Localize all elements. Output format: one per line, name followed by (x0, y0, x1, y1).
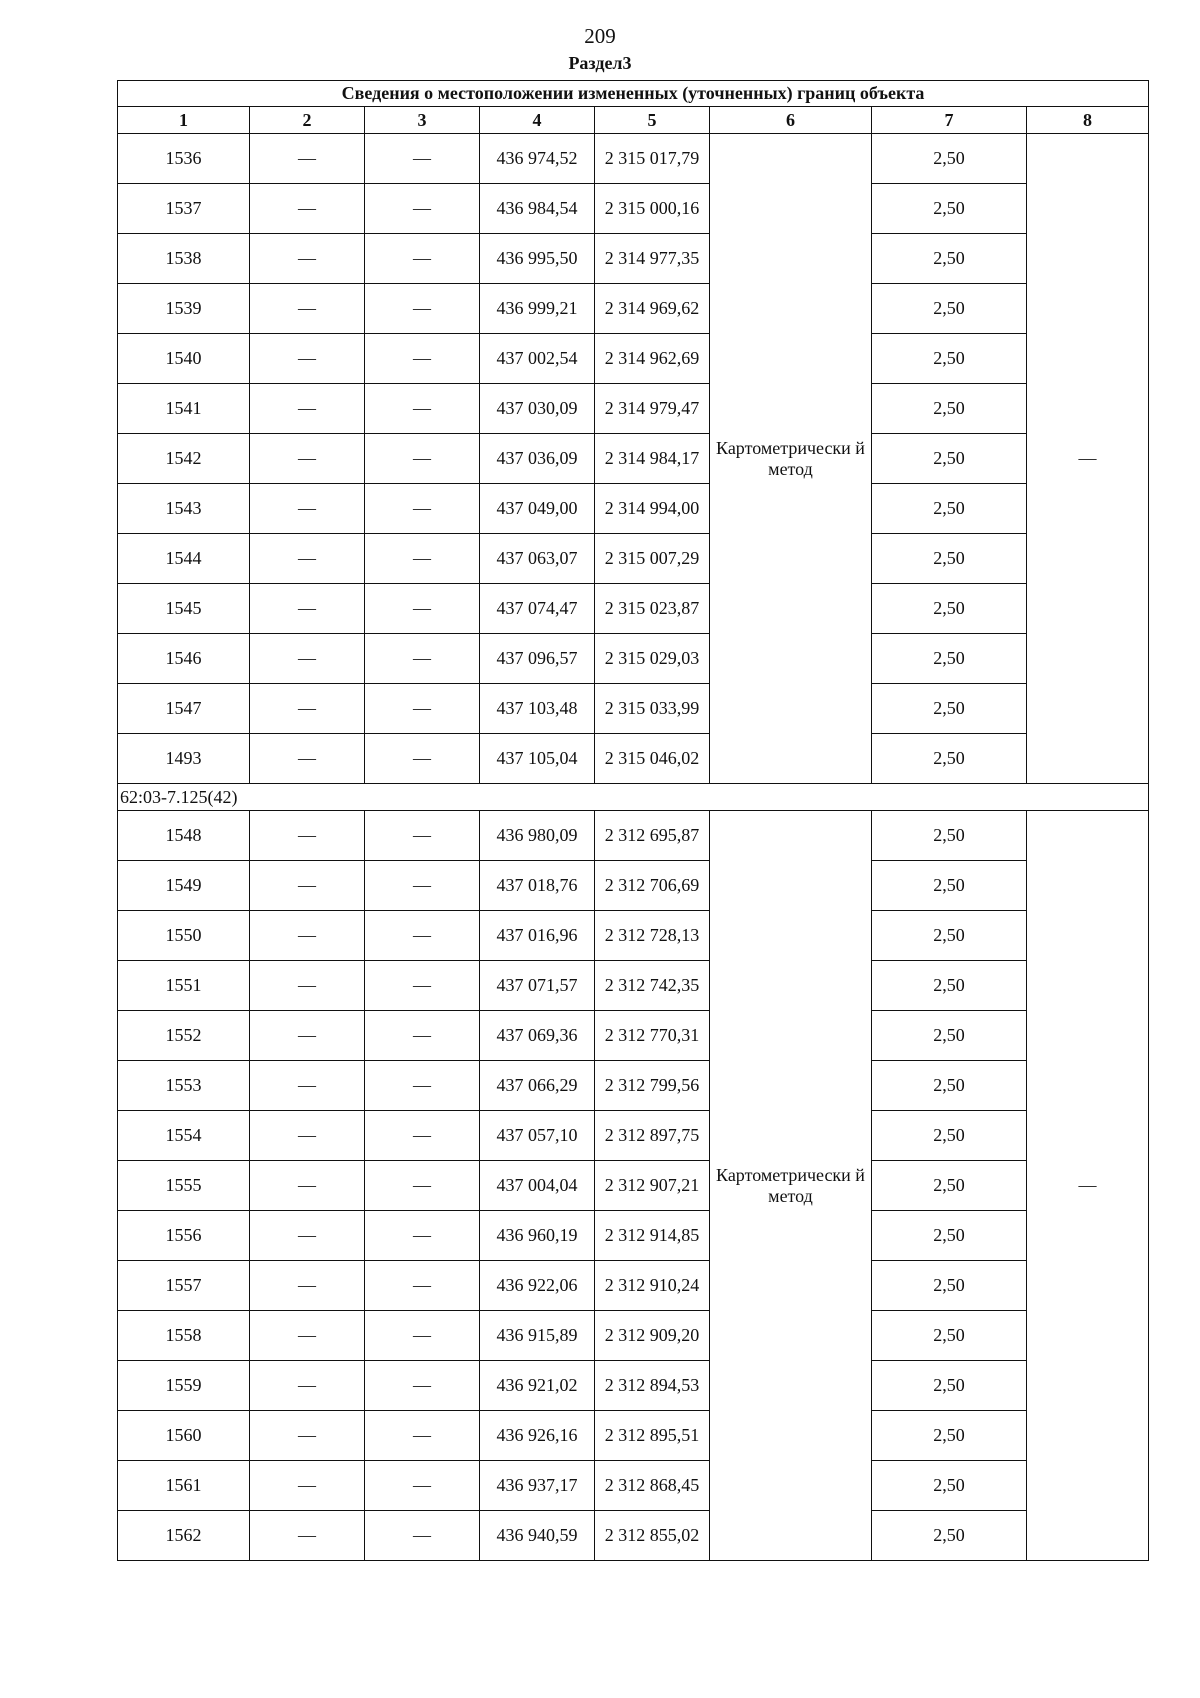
x-coordinate-cell: 437 049,00 (480, 484, 595, 534)
column-3-cell: — (365, 434, 480, 484)
y-coordinate-cell: 2 315 000,16 (595, 184, 710, 234)
point-number-cell: 1546 (118, 634, 250, 684)
point-number-cell: 1542 (118, 434, 250, 484)
x-coordinate-cell: 436 999,21 (480, 284, 595, 334)
column-3-cell: — (365, 734, 480, 784)
column-3-cell: — (365, 634, 480, 684)
accuracy-cell: 2,50 (872, 284, 1027, 334)
accuracy-cell: 2,50 (872, 1111, 1027, 1161)
column-3-cell: — (365, 134, 480, 184)
accuracy-cell: 2,50 (872, 1511, 1027, 1561)
accuracy-cell: 2,50 (872, 961, 1027, 1011)
x-coordinate-cell: 436 974,52 (480, 134, 595, 184)
x-coordinate-cell: 437 016,96 (480, 911, 595, 961)
column-2-cell: — (250, 1061, 365, 1111)
column-number: 3 (365, 107, 480, 134)
x-coordinate-cell: 437 030,09 (480, 384, 595, 434)
column-2-cell: — (250, 384, 365, 434)
point-number-cell: 1540 (118, 334, 250, 384)
column-2-cell: — (250, 961, 365, 1011)
table-row (118, 234, 1149, 284)
table-row (118, 634, 1149, 684)
table-row (118, 1211, 1149, 1261)
column-2-cell: — (250, 434, 365, 484)
y-coordinate-cell: 2 315 046,02 (595, 734, 710, 784)
column-3-cell: — (365, 684, 480, 734)
parcel-subheader-row (118, 784, 1149, 811)
column-2-cell: — (250, 1111, 365, 1161)
column-number: 5 (595, 107, 710, 134)
point-number-cell: 1549 (118, 861, 250, 911)
point-number-cell: 1550 (118, 911, 250, 961)
table-row (118, 1061, 1149, 1111)
column-3-cell: — (365, 584, 480, 634)
column-2-cell: — (250, 184, 365, 234)
x-coordinate-cell: 436 995,50 (480, 234, 595, 284)
point-number-cell: 1541 (118, 384, 250, 434)
y-coordinate-cell: 2 314 962,69 (595, 334, 710, 384)
column-3-cell: — (365, 1311, 480, 1361)
y-coordinate-cell: 2 312 728,13 (595, 911, 710, 961)
table-row (118, 334, 1149, 384)
table-row (118, 184, 1149, 234)
accuracy-cell: 2,50 (872, 1361, 1027, 1411)
section-title: Раздел3 (568, 53, 632, 73)
table-row (118, 1161, 1149, 1211)
table-row (118, 961, 1149, 1011)
y-coordinate-cell: 2 315 033,99 (595, 684, 710, 734)
accuracy-cell: 2,50 (872, 811, 1027, 861)
y-coordinate-cell: 2 312 894,53 (595, 1361, 710, 1411)
y-coordinate-cell: 2 312 799,56 (595, 1061, 710, 1111)
column-3-cell: — (365, 184, 480, 234)
column-8-cell: — (1027, 134, 1149, 784)
x-coordinate-cell: 437 105,04 (480, 734, 595, 784)
column-2-cell: — (250, 1261, 365, 1311)
accuracy-cell: 2,50 (872, 861, 1027, 911)
column-2-cell: — (250, 284, 365, 334)
accuracy-cell: 2,50 (872, 1461, 1027, 1511)
column-2-cell: — (250, 134, 365, 184)
column-2-cell: — (250, 1161, 365, 1211)
y-coordinate-cell: 2 315 023,87 (595, 584, 710, 634)
y-coordinate-cell: 2 314 969,62 (595, 284, 710, 334)
column-2-cell: — (250, 484, 365, 534)
x-coordinate-cell: 436 980,09 (480, 811, 595, 861)
column-2-cell: — (250, 684, 365, 734)
column-2-cell: — (250, 1311, 365, 1361)
coordinates-table (117, 80, 1149, 1561)
table-row (118, 1261, 1149, 1311)
x-coordinate-cell: 437 004,04 (480, 1161, 595, 1211)
column-number: 7 (872, 107, 1027, 134)
table-row (118, 1411, 1149, 1461)
point-number-cell: 1562 (118, 1511, 250, 1561)
y-coordinate-cell: 2 312 695,87 (595, 811, 710, 861)
table-row (118, 1011, 1149, 1061)
column-3-cell: — (365, 1111, 480, 1161)
column-3-cell: — (365, 484, 480, 534)
column-3-cell: — (365, 1411, 480, 1461)
column-2-cell: — (250, 1461, 365, 1511)
accuracy-cell: 2,50 (872, 1161, 1027, 1211)
y-coordinate-cell: 2 314 994,00 (595, 484, 710, 534)
table-row (118, 1511, 1149, 1561)
column-2-cell: — (250, 534, 365, 584)
accuracy-cell: 2,50 (872, 1261, 1027, 1311)
page-number: 209 (584, 24, 616, 48)
point-number-cell: 1555 (118, 1161, 250, 1211)
y-coordinate-cell: 2 312 897,75 (595, 1111, 710, 1161)
y-coordinate-cell: 2 312 706,69 (595, 861, 710, 911)
accuracy-cell: 2,50 (872, 484, 1027, 534)
column-number: 8 (1027, 107, 1149, 134)
y-coordinate-cell: 2 314 984,17 (595, 434, 710, 484)
x-coordinate-cell: 437 071,57 (480, 961, 595, 1011)
table-row (118, 1461, 1149, 1511)
y-coordinate-cell: 2 312 895,51 (595, 1411, 710, 1461)
table-row (118, 861, 1149, 911)
x-coordinate-cell: 437 103,48 (480, 684, 595, 734)
table-row (118, 484, 1149, 534)
point-number-cell: 1539 (118, 284, 250, 334)
column-number: 2 (250, 107, 365, 134)
accuracy-cell: 2,50 (872, 434, 1027, 484)
accuracy-cell: 2,50 (872, 911, 1027, 961)
table-row (118, 1111, 1149, 1161)
point-number-cell: 1561 (118, 1461, 250, 1511)
column-2-cell: — (250, 1361, 365, 1411)
column-2-cell: — (250, 334, 365, 384)
column-3-cell: — (365, 1361, 480, 1411)
point-number-cell: 1551 (118, 961, 250, 1011)
y-coordinate-cell: 2 312 770,31 (595, 1011, 710, 1061)
y-coordinate-cell: 2 312 910,24 (595, 1261, 710, 1311)
column-2-cell: — (250, 1411, 365, 1461)
point-number-cell: 1552 (118, 1011, 250, 1061)
x-coordinate-cell: 436 926,16 (480, 1411, 595, 1461)
y-coordinate-cell: 2 315 029,03 (595, 634, 710, 684)
column-3-cell: — (365, 1211, 480, 1261)
x-coordinate-cell: 437 018,76 (480, 861, 595, 911)
accuracy-cell: 2,50 (872, 384, 1027, 434)
x-coordinate-cell: 437 074,47 (480, 584, 595, 634)
point-number-cell: 1554 (118, 1111, 250, 1161)
point-number-cell: 1556 (118, 1211, 250, 1261)
accuracy-cell: 2,50 (872, 334, 1027, 384)
x-coordinate-cell: 437 057,10 (480, 1111, 595, 1161)
point-number-cell: 1537 (118, 184, 250, 234)
column-3-cell: — (365, 1161, 480, 1211)
column-number: 1 (118, 107, 250, 134)
column-3-cell: — (365, 284, 480, 334)
table-row (118, 1361, 1149, 1411)
column-3-cell: — (365, 334, 480, 384)
accuracy-cell: 2,50 (872, 184, 1027, 234)
point-number-cell: 1538 (118, 234, 250, 284)
column-number: 6 (710, 107, 872, 134)
x-coordinate-cell: 437 066,29 (480, 1061, 595, 1111)
accuracy-cell: 2,50 (872, 1011, 1027, 1061)
point-number-cell: 1559 (118, 1361, 250, 1411)
table-row (118, 1311, 1149, 1361)
table-row (118, 134, 1149, 184)
column-2-cell: — (250, 1511, 365, 1561)
method-cell: Картометрически й метод (710, 134, 872, 784)
accuracy-cell: 2,50 (872, 1061, 1027, 1111)
x-coordinate-cell: 437 096,57 (480, 634, 595, 684)
y-coordinate-cell: 2 314 979,47 (595, 384, 710, 434)
accuracy-cell: 2,50 (872, 1311, 1027, 1361)
accuracy-cell: 2,50 (872, 584, 1027, 634)
point-number-cell: 1558 (118, 1311, 250, 1361)
table-row (118, 811, 1149, 861)
y-coordinate-cell: 2 314 977,35 (595, 234, 710, 284)
point-number-cell: 1543 (118, 484, 250, 534)
y-coordinate-cell: 2 312 914,85 (595, 1211, 710, 1261)
table-row (118, 284, 1149, 334)
x-coordinate-cell: 436 922,06 (480, 1261, 595, 1311)
column-3-cell: — (365, 534, 480, 584)
column-3-cell: — (365, 384, 480, 434)
column-2-cell: — (250, 911, 365, 961)
column-2-cell: — (250, 234, 365, 284)
x-coordinate-cell: 436 915,89 (480, 1311, 595, 1361)
y-coordinate-cell: 2 312 868,45 (595, 1461, 710, 1511)
point-number-cell: 1557 (118, 1261, 250, 1311)
accuracy-cell: 2,50 (872, 134, 1027, 184)
column-2-cell: — (250, 634, 365, 684)
column-3-cell: — (365, 811, 480, 861)
x-coordinate-cell: 436 960,19 (480, 1211, 595, 1261)
y-coordinate-cell: 2 315 017,79 (595, 134, 710, 184)
accuracy-cell: 2,50 (872, 734, 1027, 784)
accuracy-cell: 2,50 (872, 1411, 1027, 1461)
column-3-cell: — (365, 1511, 480, 1561)
x-coordinate-cell: 436 940,59 (480, 1511, 595, 1561)
x-coordinate-cell: 436 937,17 (480, 1461, 595, 1511)
table-row (118, 734, 1149, 784)
column-2-cell: — (250, 1211, 365, 1261)
y-coordinate-cell: 2 312 907,21 (595, 1161, 710, 1211)
table-row (118, 911, 1149, 961)
accuracy-cell: 2,50 (872, 234, 1027, 284)
y-coordinate-cell: 2 315 007,29 (595, 534, 710, 584)
column-2-cell: — (250, 811, 365, 861)
table-row (118, 384, 1149, 434)
accuracy-cell: 2,50 (872, 684, 1027, 734)
point-number-cell: 1553 (118, 1061, 250, 1111)
accuracy-cell: 2,50 (872, 1211, 1027, 1261)
column-3-cell: — (365, 1011, 480, 1061)
table-row (118, 434, 1149, 484)
y-coordinate-cell: 2 312 855,02 (595, 1511, 710, 1561)
x-coordinate-cell: 437 069,36 (480, 1011, 595, 1061)
table-caption-row (118, 81, 1149, 107)
y-coordinate-cell: 2 312 909,20 (595, 1311, 710, 1361)
x-coordinate-cell: 437 036,09 (480, 434, 595, 484)
parcel-label: 62:03-7.125(42) (118, 784, 1149, 811)
point-number-cell: 1548 (118, 811, 250, 861)
point-number-cell: 1536 (118, 134, 250, 184)
point-number-cell: 1544 (118, 534, 250, 584)
table-row (118, 534, 1149, 584)
column-3-cell: — (365, 1461, 480, 1511)
point-number-cell: 1545 (118, 584, 250, 634)
column-number-row (118, 107, 1149, 134)
y-coordinate-cell: 2 312 742,35 (595, 961, 710, 1011)
point-number-cell: 1493 (118, 734, 250, 784)
column-3-cell: — (365, 1061, 480, 1111)
point-number-cell: 1560 (118, 1411, 250, 1461)
column-3-cell: — (365, 911, 480, 961)
column-3-cell: — (365, 234, 480, 284)
column-2-cell: — (250, 861, 365, 911)
column-3-cell: — (365, 961, 480, 1011)
column-3-cell: — (365, 1261, 480, 1311)
table-caption: Сведения о местоположении измененных (уточненных) границ объекта (118, 81, 1149, 107)
x-coordinate-cell: 437 002,54 (480, 334, 595, 384)
column-2-cell: — (250, 1011, 365, 1061)
column-3-cell: — (365, 861, 480, 911)
table-row (118, 684, 1149, 734)
column-2-cell: — (250, 584, 365, 634)
accuracy-cell: 2,50 (872, 534, 1027, 584)
accuracy-cell: 2,50 (872, 634, 1027, 684)
column-number: 4 (480, 107, 595, 134)
table-row (118, 584, 1149, 634)
column-2-cell: — (250, 734, 365, 784)
point-number-cell: 1547 (118, 684, 250, 734)
x-coordinate-cell: 436 984,54 (480, 184, 595, 234)
method-cell: Картометрически й метод (710, 811, 872, 1561)
x-coordinate-cell: 437 063,07 (480, 534, 595, 584)
x-coordinate-cell: 436 921,02 (480, 1361, 595, 1411)
column-8-cell: — (1027, 811, 1149, 1561)
